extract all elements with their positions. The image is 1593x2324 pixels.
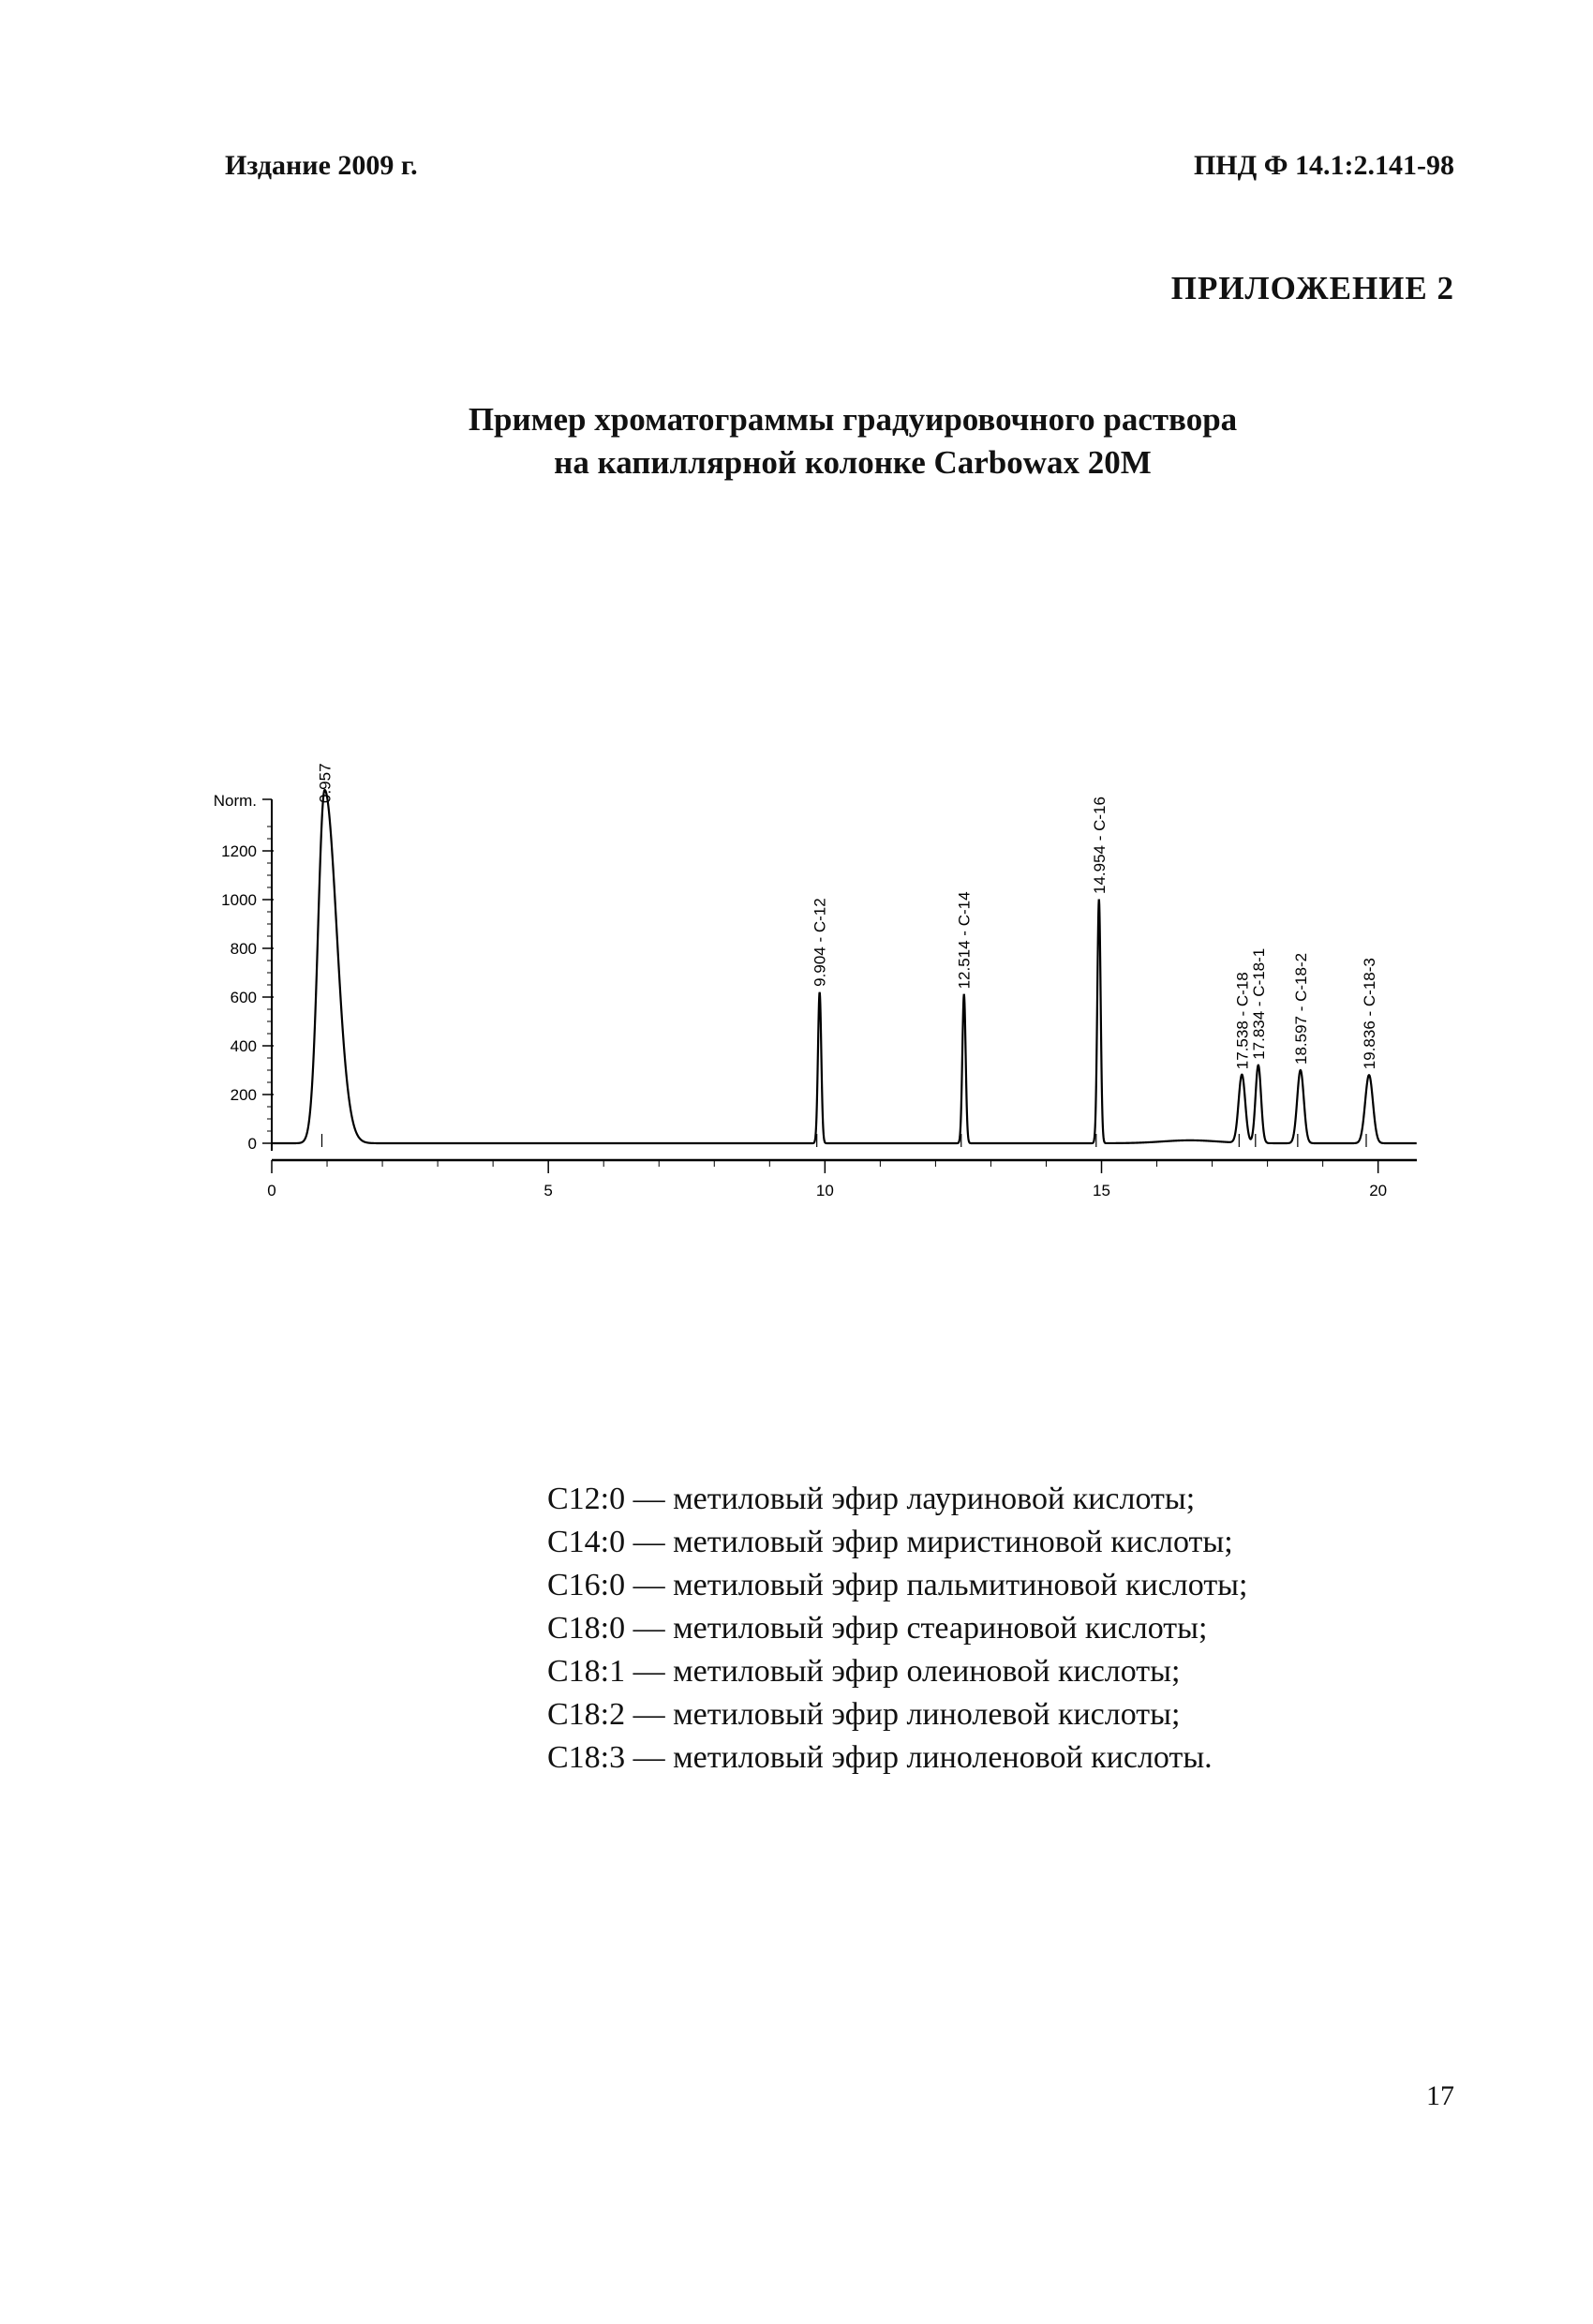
page-number: 17 <box>1426 2080 1454 2111</box>
figure-title-line-2: на капиллярной колонке Carbowax 20M <box>554 444 1152 481</box>
legend-item: C18:3 — метиловый эфир линоленовой кислоты. <box>547 1740 1213 1775</box>
x-tick-label: 5 <box>543 1182 553 1199</box>
legend-item: C18:2 — метиловый эфир линолевой кислоты; <box>547 1697 1181 1732</box>
y-axis-label: Norm. <box>213 792 257 810</box>
appendix-heading: ПРИЛОЖЕНИЕ 2 <box>1170 270 1454 306</box>
legend-item: C14:0 — метиловый эфир миристиновой кислоты; <box>547 1525 1233 1559</box>
edition-label: Издание 2009 г. <box>225 150 418 181</box>
x-tick-label: 15 <box>1093 1182 1110 1199</box>
y-tick-label: 400 <box>230 1037 257 1055</box>
peak-label: 0.957 <box>316 763 335 803</box>
figure-title-line-1: Пример хроматограммы градуировочного раствора <box>468 401 1238 438</box>
y-tick-label: 600 <box>230 989 257 1006</box>
peak-label: 9.904 - C-12 <box>811 898 829 987</box>
y-tick-label: 0 <box>247 1135 257 1153</box>
x-tick-label: 20 <box>1369 1182 1388 1199</box>
y-tick-label: 800 <box>230 940 257 958</box>
y-tick-label: 1000 <box>221 891 257 909</box>
chromatogram-trace <box>272 790 1417 1143</box>
peak-label: 14.954 - C-16 <box>1090 797 1109 894</box>
peak-label: 12.514 - C-14 <box>955 891 974 990</box>
figure-title <box>0 398 1593 484</box>
x-tick-label: 10 <box>815 1182 834 1199</box>
x-tick-label: 0 <box>267 1182 276 1199</box>
peak-label: 17.538 - C-18 <box>1233 972 1252 1070</box>
peak-label: 17.834 - C-18-1 <box>1249 947 1268 1060</box>
legend-item: C18:0 — метиловый эфир стеариновой кислоты; <box>547 1611 1208 1646</box>
peak-label: 18.597 - C-18-2 <box>1291 952 1310 1065</box>
legend-item: C12:0 — метиловый эфир лауриновой кислоты; <box>547 1482 1196 1516</box>
legend-list <box>547 1478 1247 1780</box>
legend-item: C16:0 — метиловый эфир пальмитиновой кислоты; <box>547 1568 1248 1602</box>
y-tick-label: 200 <box>230 1086 257 1104</box>
chromatogram-chart <box>187 763 1443 1218</box>
legend-item: C18:1 — метиловый эфир олеиновой кислоты; <box>547 1654 1181 1689</box>
document-code: ПНД Ф 14.1:2.141-98 <box>1193 150 1454 181</box>
y-tick-label: 1200 <box>221 842 257 860</box>
peak-label: 19.836 - C-18-3 <box>1360 958 1378 1070</box>
